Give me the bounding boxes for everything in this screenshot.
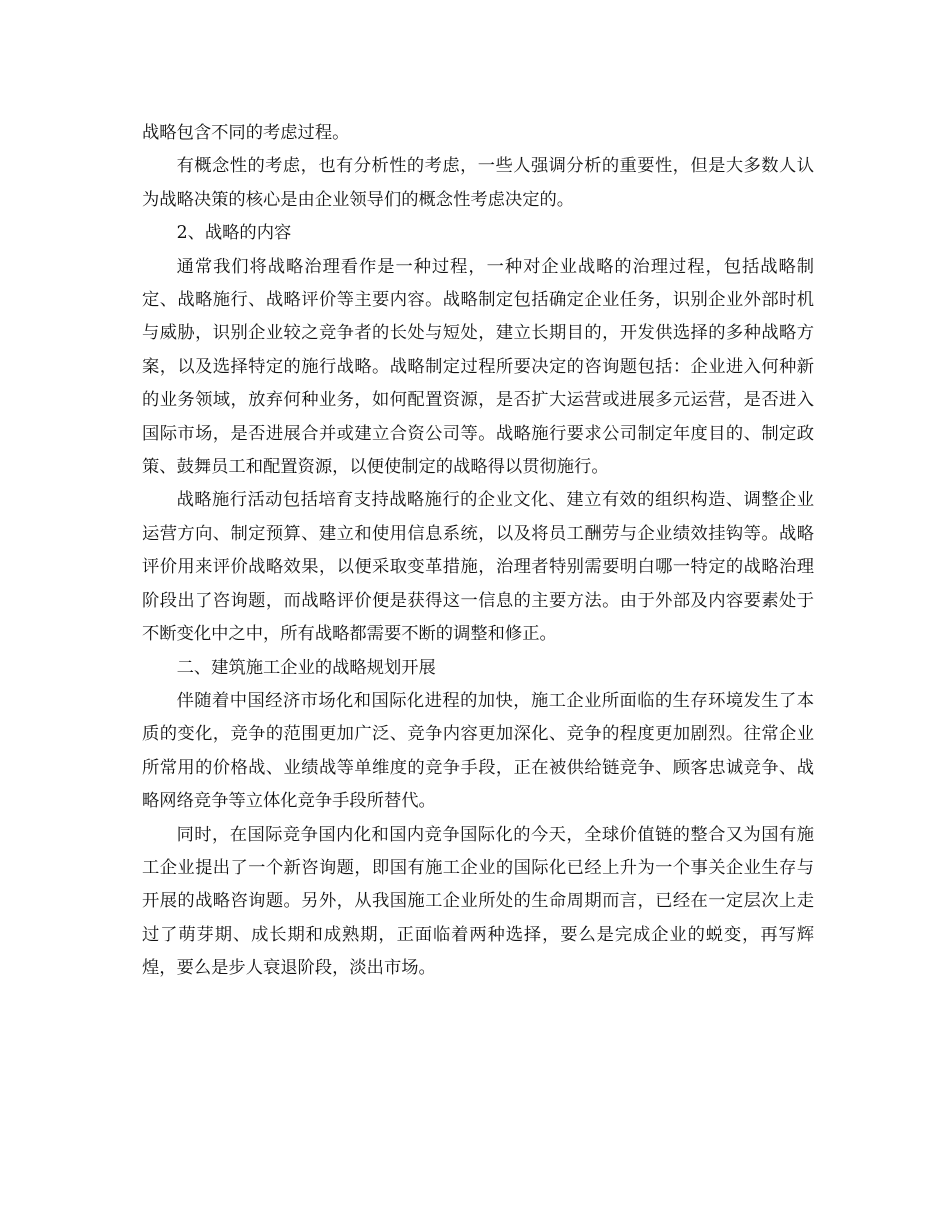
paragraph-internationalization: 同时，在国际竞争国内化和国内竞争国际化的今天，全球价值链的整合又为国有施工企业提出了一个新咨询题，即国有施工企业的国际化已经上升为一个事关企业生存与开展的战略咨询题。另外，从我国施工企业所处的生命周期而言，已经在一定层次上走过了萌芽期、成长期和成熟期，正面临着两种选择，要么是完成企业的蜕变，再写辉煌，要么是步人衰退阶段，淡出市场。 [142, 824, 814, 979]
paragraph-strategy-implementation: 战略施行活动包括培育支持战略施行的企业文化、建立有效的组织构造、调整企业运营方向、制定预算、建立和使用信息系统，以及将员工酬劳与企业绩效挂钩等。战略评价用来评价战略效果，以便采取变革措施，治理者特别需要明白哪一特定的战略治理阶段出了咨询题，而战略评价便是获得这一信息的主要方法。由于外部及内容要素处于不断变化中之中，所有战略都需要不断的调整和修正。 [142, 490, 814, 645]
paragraph-concept-analysis: 有概念性的考虑，也有分析性的考虑，一些人强调分析的重要性，但是大多数人认为战略决策的核心是由企业领导们的概念性考虑决定的。 [142, 156, 814, 210]
paragraph-continuation: 战略包含不同的考虑过程。 [142, 123, 350, 143]
paragraph-strategy-management-process: 通常我们将战略治理看作是一种过程，一种对企业战略的治理过程，包括战略制定、战略施行、战略评价等主要内容。战略制定包括确定企业任务，识别企业外部时机与威胁，识别企业较之竞争者的长处与短处，建立长期目的，开发供选择的多种战略方案，以及选择特定的施行战略。战略制定过程所要决定的咨询题包括：企业进入何种新的业务领域，放弃何种业务，如何配置资源，是否扩大运营或进展多元运营，是否进入国际市场，是否进展合并或建立合资公司等。战略施行要求公司制定年度目的、制定政策、鼓舞员工和配置资源，以便使制定的战略得以贯彻施行。 [142, 256, 814, 478]
section-heading-construction-planning: 二、建筑施工企业的战略规划开展 [176, 657, 436, 678]
paragraph-market-competition: 伴随着中国经济市场化和国际化进程的加快，施工企业所面临的生存环境发生了本质的变化，竞争的范围更加广泛、竞争内容更加深化、竞争的程度更加剧烈。往常企业所常用的价格战、业绩战等单维度的竞争手段，正在被供给链竞争、顾客忠诚竞争、战略网络竞争等立体化竞争手段所替代。 [142, 690, 814, 812]
document-body [142, 117, 814, 986]
section-heading-strategy-content: 2、战略的内容 [176, 223, 292, 244]
